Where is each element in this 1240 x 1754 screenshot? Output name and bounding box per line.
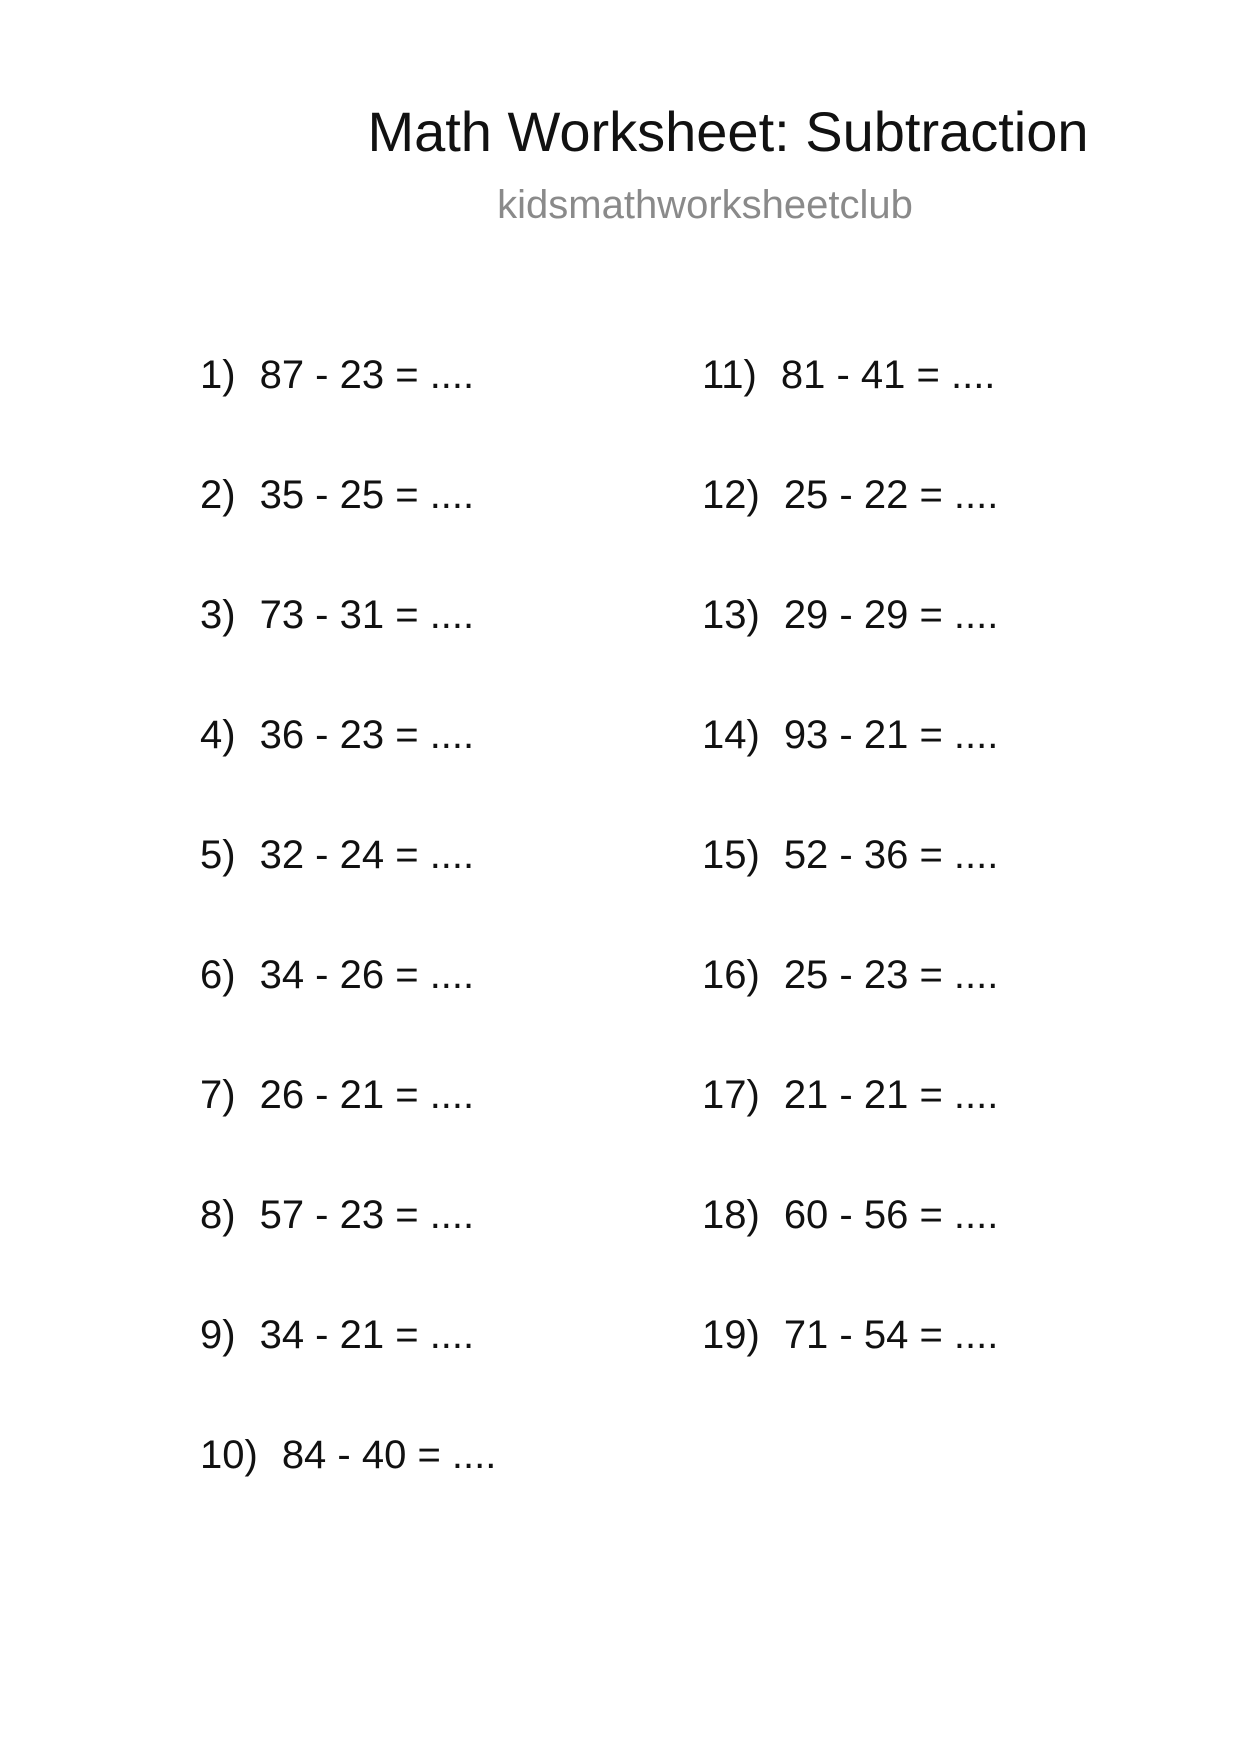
- problem-expression: 57 - 23 = ....: [259, 1193, 475, 1237]
- problem-item: [702, 950, 998, 1000]
- problem-number: 12): [702, 473, 760, 517]
- problem-number: 9): [200, 1313, 236, 1357]
- problem-item: [702, 1190, 998, 1240]
- page-title: Math Worksheet: Subtraction: [367, 100, 1089, 163]
- problem-expression: 52 - 36 = ....: [783, 833, 999, 877]
- problem-number: 13): [702, 593, 760, 637]
- problem-number: 8): [200, 1193, 236, 1237]
- problem-expression: 34 - 26 = ....: [259, 953, 475, 997]
- problem-number: 17): [702, 1073, 760, 1117]
- problem-expression: 29 - 29 = ....: [783, 593, 999, 637]
- problem-item: [702, 830, 998, 880]
- problem-number: 15): [702, 833, 760, 877]
- problem-expression: 60 - 56 = ....: [783, 1193, 999, 1237]
- problem-expression: 25 - 22 = ....: [783, 473, 999, 517]
- problem-expression: 25 - 23 = ....: [783, 953, 999, 997]
- problem-expression: 21 - 21 = ....: [783, 1073, 999, 1117]
- problem-expression: 36 - 23 = ....: [259, 713, 475, 757]
- problem-item: [200, 1070, 474, 1120]
- problem-expression: 71 - 54 = ....: [783, 1313, 999, 1357]
- problem-item: [200, 470, 474, 520]
- problem-number: 4): [200, 713, 236, 757]
- problem-item: [702, 1310, 998, 1360]
- problem-expression: 34 - 21 = ....: [259, 1313, 475, 1357]
- problem-item: [702, 590, 998, 640]
- problem-number: 11): [702, 353, 757, 397]
- problem-number: 10): [200, 1433, 258, 1477]
- problem-item: [702, 470, 998, 520]
- problem-expression: 81 - 41 = ....: [780, 353, 996, 397]
- problem-item: [702, 1070, 998, 1120]
- problem-number: 3): [200, 593, 236, 637]
- problem-expression: 32 - 24 = ....: [259, 833, 475, 877]
- problem-number: 19): [702, 1313, 760, 1357]
- problem-number: 2): [200, 473, 236, 517]
- problem-number: 6): [200, 953, 236, 997]
- problem-expression: 84 - 40 = ....: [281, 1433, 497, 1477]
- problem-expression: 26 - 21 = ....: [259, 1073, 475, 1117]
- problem-number: 16): [702, 953, 760, 997]
- problem-item: [200, 1430, 496, 1480]
- problem-expression: 87 - 23 = ....: [259, 353, 475, 397]
- problem-item: [200, 710, 474, 760]
- problem-item: [702, 350, 995, 400]
- problem-item: [200, 1310, 474, 1360]
- problem-item: [200, 1190, 474, 1240]
- problem-item: [200, 830, 474, 880]
- site-name: kidsmathworksheetclub: [497, 183, 913, 227]
- problem-number: 14): [702, 713, 760, 757]
- problem-expression: 93 - 21 = ....: [783, 713, 999, 757]
- problem-number: 7): [200, 1073, 236, 1117]
- problem-number: 18): [702, 1193, 760, 1237]
- problem-number: 1): [200, 353, 236, 397]
- problem-expression: 35 - 25 = ....: [259, 473, 475, 517]
- problem-item: [200, 350, 474, 400]
- problem-item: [200, 590, 474, 640]
- problem-expression: 73 - 31 = ....: [259, 593, 475, 637]
- problem-item: [200, 950, 474, 1000]
- problem-number: 5): [200, 833, 236, 877]
- problem-item: [702, 710, 998, 760]
